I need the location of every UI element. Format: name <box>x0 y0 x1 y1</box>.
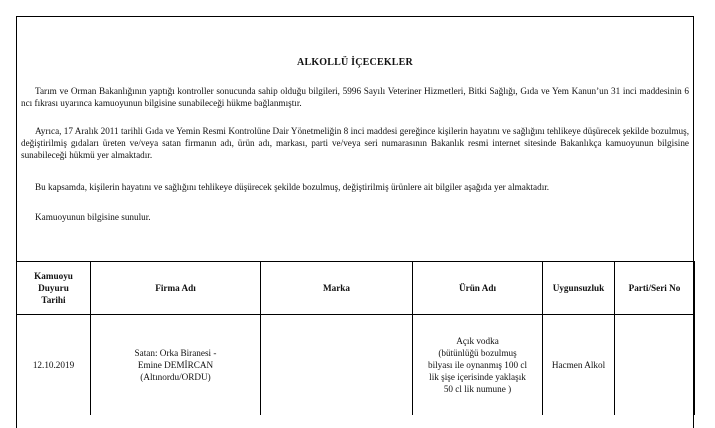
cell-lot <box>615 315 695 416</box>
header-date: Kamuoyu Duyuru Tarihi <box>17 262 91 315</box>
paragraph-2 <box>21 125 689 161</box>
intro-section <box>17 17 693 261</box>
paragraph-3 <box>21 181 689 193</box>
paragraph-1 <box>21 85 689 109</box>
header-nonconformity: Uygunsuzluk <box>543 262 615 315</box>
cell-nonconformity: Hacmen Alkol <box>543 315 615 416</box>
cell-firm: Satan: Orka Biranesi - Emine DEMİRCAN (Altınordu/ORDU) <box>91 315 261 416</box>
table-header-row <box>17 262 695 315</box>
paragraph-1-text: Tarım ve Orman Bakanlığının yaptığı kontroller sonucunda sahip olduğu bilgileri, 5996 Sayılı Veteriner Hizmetleri, Bitki Sağlığı, Gıda ve Yem Kanun’un 31 inci maddesinin 6 ncı fıkrası uyarınca kamuoyunun bilgisine sunabileceği hükme bağlanmıştır. <box>21 86 689 108</box>
cell-product: Açık vodka (bütünlüğü bozulmuş bilyası ile oynanmış 100 cl lik şişe içerisinde yaklaşık 50 cl lik numune ) <box>413 315 543 416</box>
cell-date: 12.10.2019 <box>17 315 91 416</box>
page-title: ALKOLLÜ İÇECEKLER <box>297 57 413 68</box>
header-brand: Marka <box>261 262 413 315</box>
recall-table <box>16 261 695 415</box>
header-firm: Firma Adı <box>91 262 261 315</box>
paragraph-4 <box>21 211 689 223</box>
header-lot: Parti/Seri No <box>615 262 695 315</box>
table-row <box>17 315 695 416</box>
document-frame <box>16 16 694 428</box>
cell-brand <box>261 315 413 416</box>
header-product: Ürün Adı <box>413 262 543 315</box>
paragraph-3-text: Bu kapsamda, kişilerin hayatını ve sağlığını tehlikeye düşürecek şekilde bozulmuş, değiştirilmiş ürünlere ait bilgiler aşağıda yer almaktadır. <box>35 182 550 192</box>
paragraph-4-text: Kamuoyunun bilgisine sunulur. <box>35 212 151 222</box>
paragraph-2-text: Ayrıca, 17 Aralık 2011 tarihli Gıda ve Yemin Resmi Kontrolüne Dair Yönetmeliğin 8 inci maddesi gereğince kişilerin hayatını ve sağlığını tehlikeye düşürecek şekilde bozulmuş, değiştirilmiş gıdaları üreten ve/veya satan firmanın adı, ürün adı, markası, parti ve/veya seri numarasının Bakanlık resmi internet sitesinde Bakanlıkça kamuoyunun bilgisine sunabileceği hükmü yer almaktadır. <box>21 126 689 160</box>
